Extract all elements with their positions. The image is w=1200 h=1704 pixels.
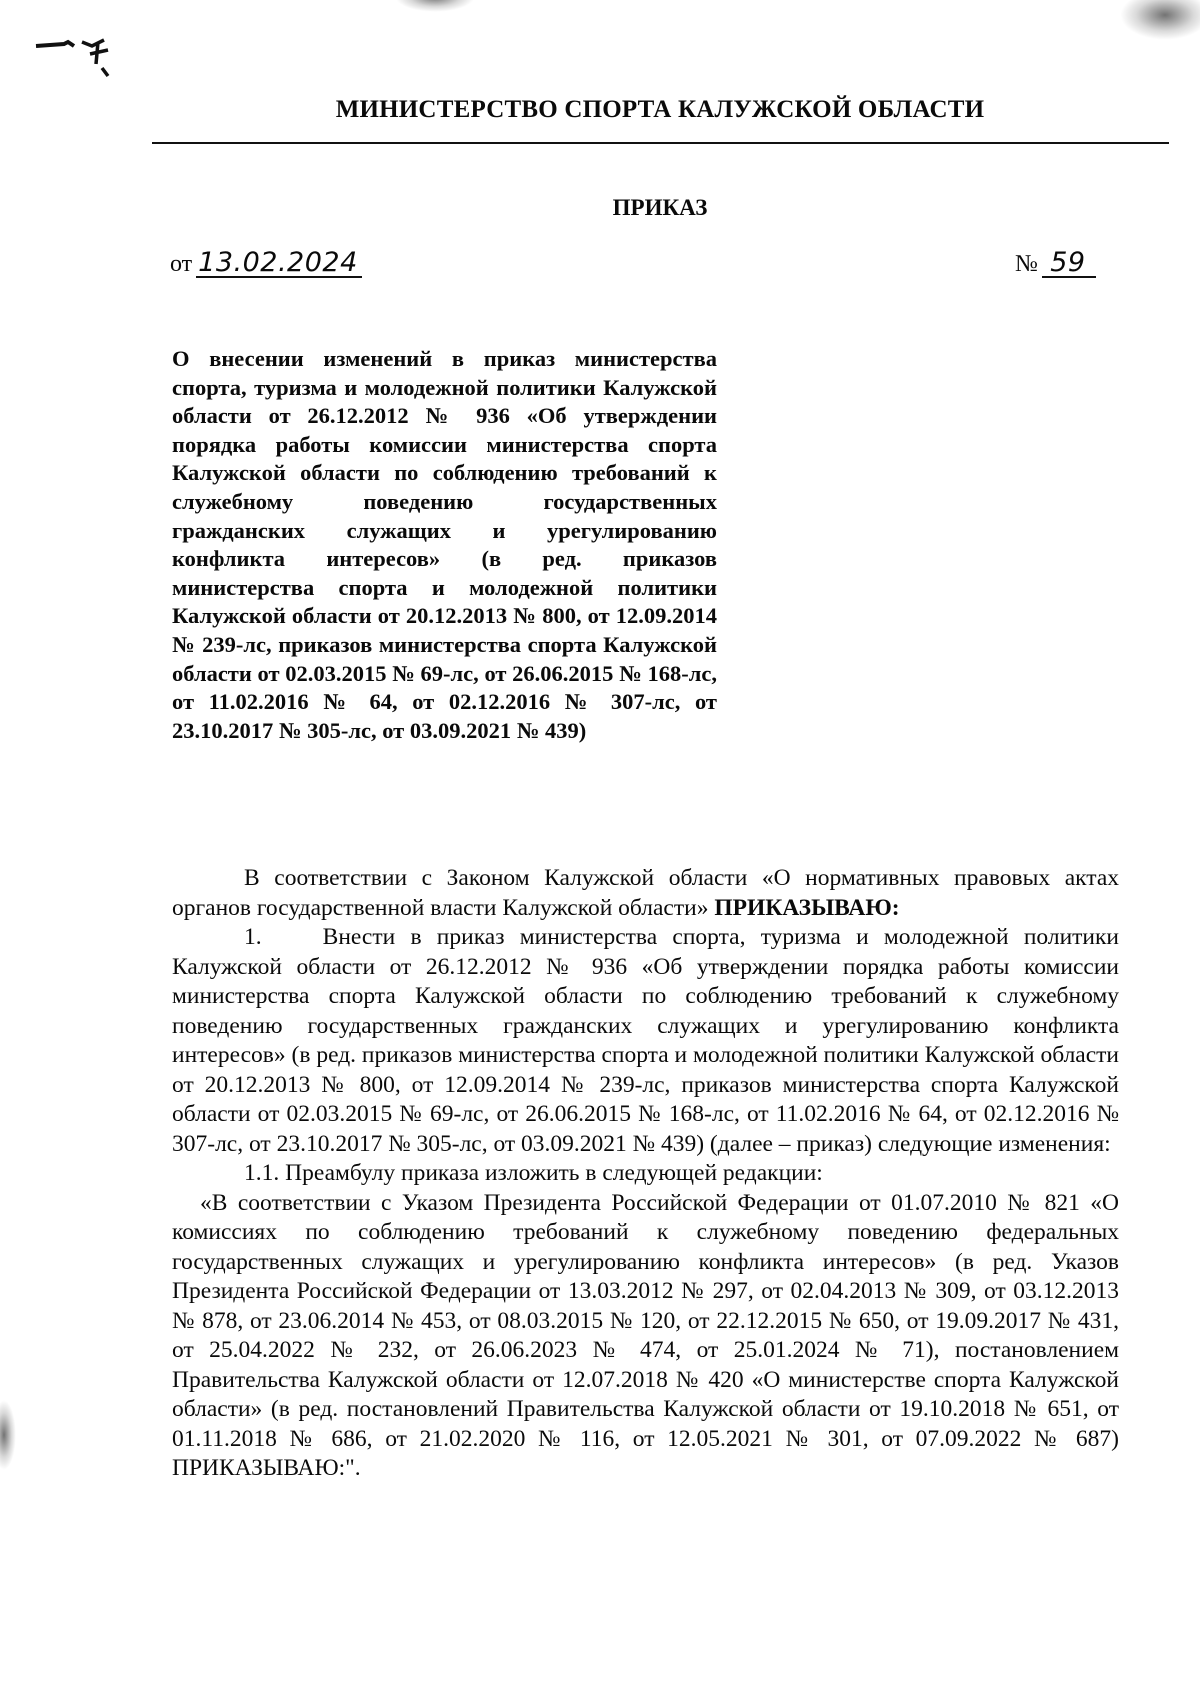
order-date xyxy=(170,247,362,278)
intro-paragraph xyxy=(172,864,1119,923)
scan-mark xyxy=(34,32,129,92)
order-number xyxy=(1015,247,1096,278)
date-handwritten: 13.02.2024 xyxy=(196,250,362,278)
number-handwritten: 59 xyxy=(1042,250,1096,278)
header-rule xyxy=(152,142,1169,144)
intro-text: В соответствии с Законом Калужской области «О нормативных правовых актах органов государственной власти Калужской области» xyxy=(172,865,1119,921)
scan-smudge-left xyxy=(0,1400,16,1470)
date-prefix: от xyxy=(170,251,193,277)
document-type: ПРИКАЗ xyxy=(612,195,708,220)
item-1: 1. Внести в приказ министерства спорта, туризма и молодежной политики Калужской области от 26.12.2012 № 936 «Об утверждении порядка работы комиссии министерства спорта Калужской области по соблюдению требований к служебному поведению государственных гражданских служащих и урегулированию конфликта интересов» (в ред. приказов министерства спорта и молодежной политики Калужской области от 20.12.2013 № 800, от 12.09.2014 № 239-лс, приказов министерства спорта Калужской области от 02.03.2015 № 69-лс, от 26.06.2015 № 168-лс, от 11.02.2016 № 64, от 02.12.2016 № 307-лс, от 23.10.2017 № 305-лс, от 03.09.2021 № 439) (далее – приказ) следующие изменения: xyxy=(172,924,1119,1157)
scan-smudge-top xyxy=(395,0,475,12)
intro-command: ПРИКАЗЫВАЮ: xyxy=(714,894,900,921)
number-prefix: № xyxy=(1015,251,1038,277)
scan-smudge-top-right xyxy=(1120,0,1200,40)
preamble-quote: «В соответствии с Указом Президента Российской Федерации от 01.07.2010 № 821 «О комиссиях по соблюдению требований к служебному поведению федеральных государственных служащих и урегулированию конфликта интересов» (в ред. Указов Президента Российской Федерации от 13.03.2012 № 297, от 02.04.2013 № 309, от 03.12.2013 № 878, от 23.06.2014 № 453, от 08.03.2015 № 120, от 22.12.2015 № 650, от 19.09.2017 № 431, от 25.04.2022 № 232, от 26.06.2023 № 474, от 25.01.2024 № 71), постановлением Правительства Калужской области от 12.07.2018 № 420 «О министерстве спорта Калужской области» (в ред. постановлений Правительства Калужской области от 19.10.2018 № 651, от 01.11.2018 № 686, от 21.02.2020 № 116, от 12.05.2021 № 301, от 07.09.2022 № 687) ПРИКАЗЫВАЮ:". xyxy=(172,1189,1119,1481)
order-body xyxy=(172,864,1119,1484)
ministry-name: МИНИСТЕРСТВО СПОРТА КАЛУЖСКОЙ ОБЛАСТИ xyxy=(335,96,985,123)
item-1-1: 1.1. Преамбулу приказа изложить в следующей редакции: xyxy=(244,1160,823,1186)
order-title: О внесении изменений в приказ министерства спорта, туризма и молодежной политики Калужской области от 26.12.2012 № 936 «Об утверждении порядка работы комиссии министерства спорта Калужской области по соблюдению требований к служебному поведению государственных гражданских служащих и урегулированию конфликта интересов» (в ред. приказов министерства спорта и молодежной политики Калужской области от 20.12.2013 № 800, от 12.09.2014 № 239-лс, приказов министерства спорта Калужской области от 02.03.2015 № 69-лс, от 26.06.2015 № 168-лс, от 11.02.2016 № 64, от 02.12.2016 № 307-лс, от 23.10.2017 № 305-лс, от 03.09.2021 № 439) xyxy=(172,346,717,743)
